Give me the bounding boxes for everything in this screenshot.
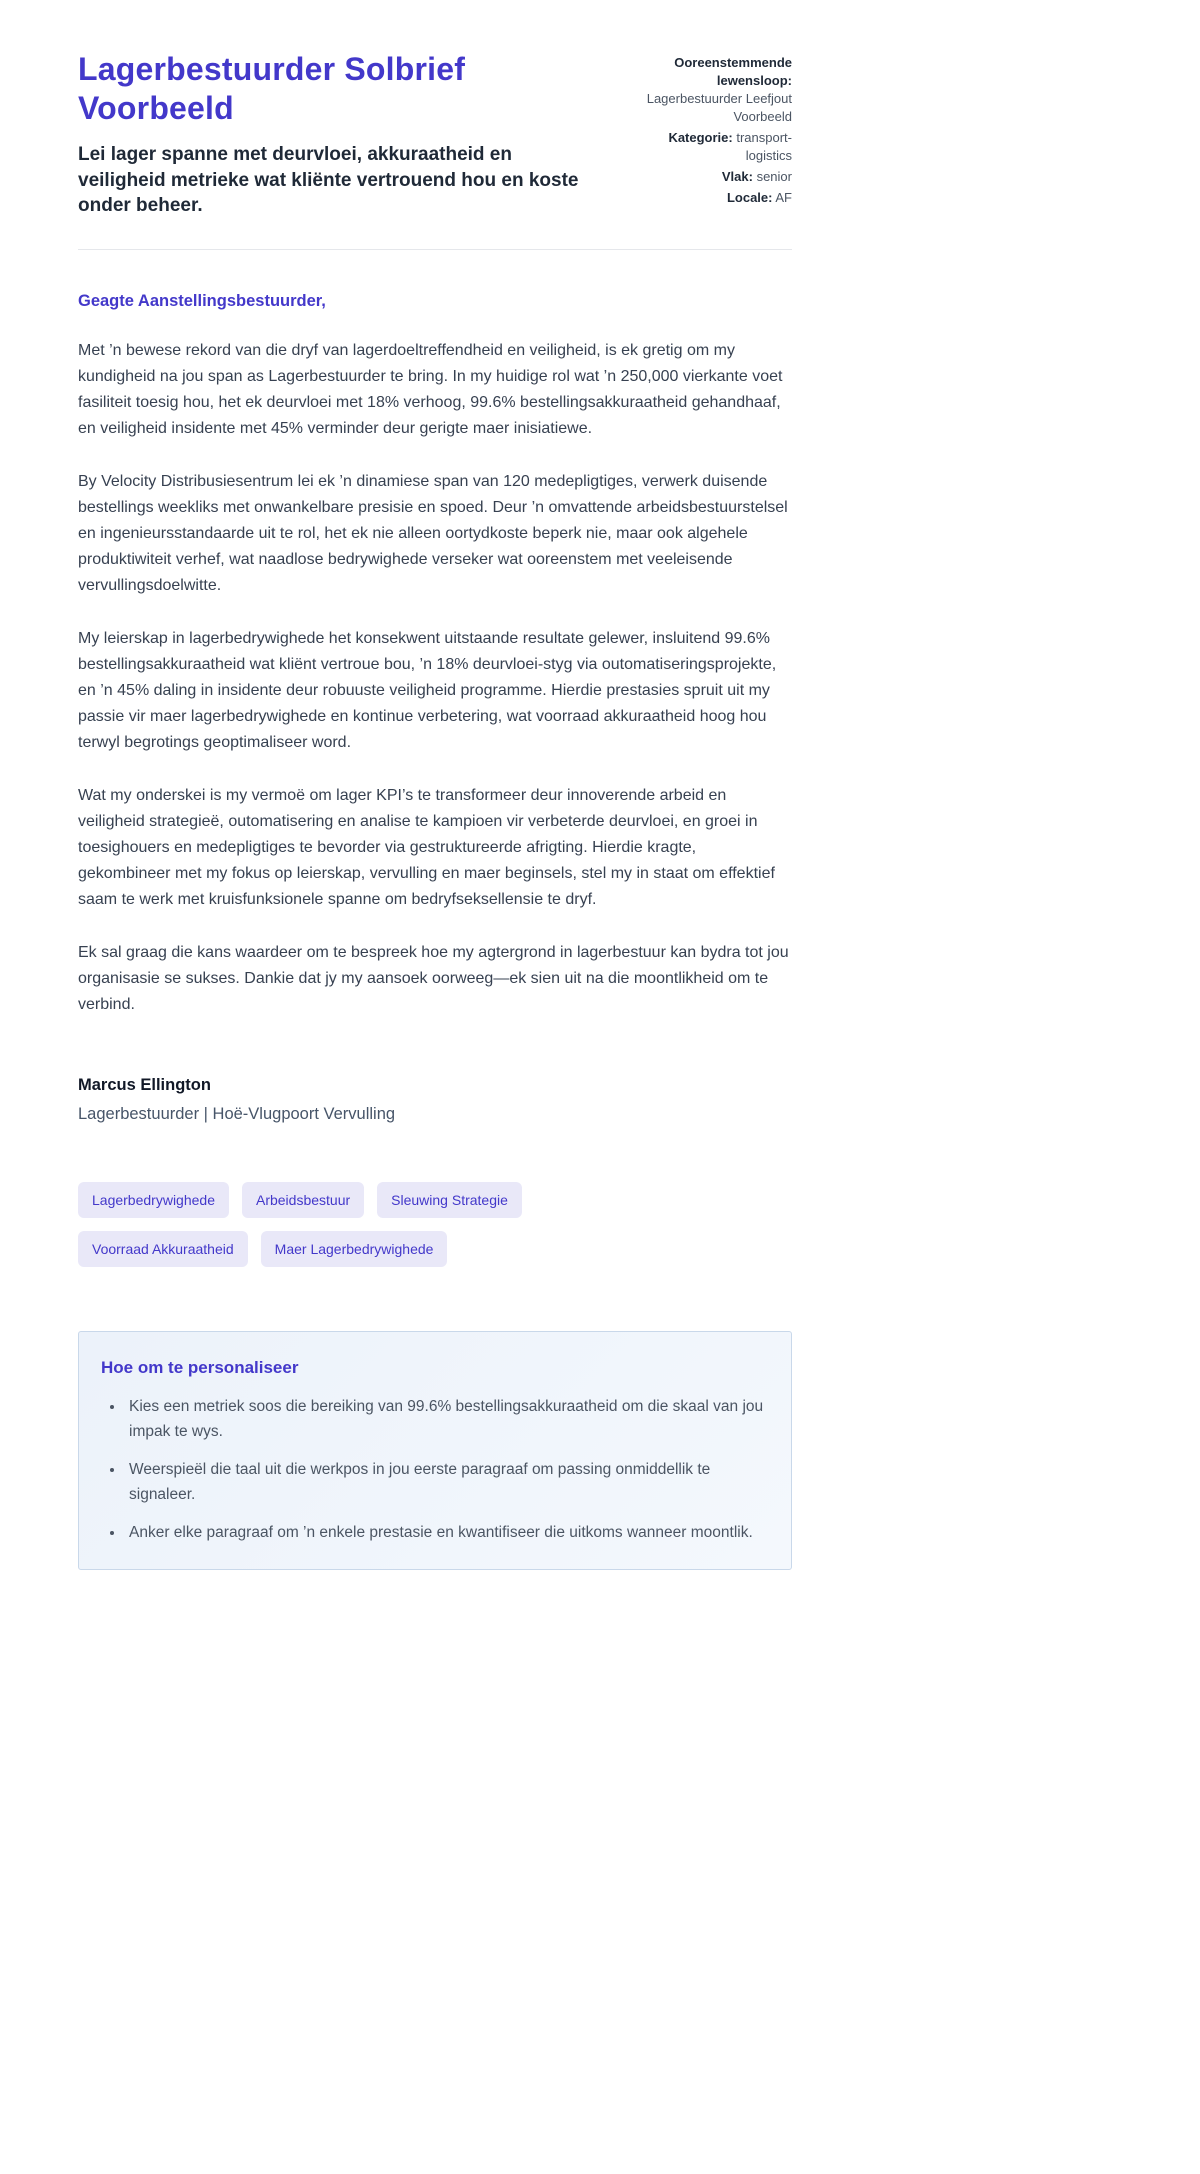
letter-body [78,292,792,1018]
personalization-tips-box [78,1331,792,1570]
tag-list [78,1182,698,1267]
letter-paragraph: Wat my onderskei is my vermoë om lager KPI’s te transformeer deur innoverende arbeid en veiligheid strategieë, outomatisering en analise te kampioen vir verbeterde deurvloei, en groei in toesighouers en medepligtiges te bevorder via gestruktureerde afrigting. Hierdie kragte, gekombineer met my fokus op leierskap, vervulling en maer beginsels, stel my in staat om effektief saam te werk met kruisfunksionele spanne om bedryfseksellensie te dryf. [78,786,775,908]
letter-greeting: Geagte Aanstellingsbestuurder, [78,291,326,310]
tips-box-title: Hoe om te personaliseer [101,1357,299,1377]
meta-label: Ooreenstemmende lewensloop: [674,55,792,88]
meta-label: Locale: [726,189,773,205]
page-subtitle: Lei lager spanne met deurvloei, akkuraatheid en veiligheid metrieke wat kliënte vertrouend hou en koste onder beheer. [78,144,579,217]
meta-row-level [626,168,792,186]
tip-item: • Kies een metriek soos die bereiking van 99.6% bestellingsakkuraatheid om die skaal van jou impak te wys. [125,1394,767,1444]
page-header [78,50,792,219]
letter-paragraph: Met ’n bewese rekord van die dryf van lagerdoeltreffendheid en veiligheid, is ek gretig om my kundigheid na jou span as Lagerbestuurder te bring. In my huidige rol wat ’n 250,000 vierkante voet fasiliteit toesig hou, het ek deurvloei met 18% verhoog, 99.6% bestellingsakkuraatheid gehandhaaf, en veiligheid insidente met 45% verminder deur gerigte maer inisiatiewe. [78,341,783,437]
letter-paragraph: My leierskap in lagerbedrywighede het konsekwent uitstaande resultate gelewer, insluitend 99.6% bestellingsakkuraatheid wat kliënt vertroue bou, ’n 18% deurvloei-styg via outomatiseringsprojekte, en ’n 45% daling in insidente deur robuuste veiligheid programme. Hierdie prestasies spruit uit my passie vir maer lagerbedrywighede en kontinue verbetering, wat voorraad akkuraatheid hoog hou terwyl begrotings geoptimaliseer word. [78,629,777,751]
meta-label: Kategorie: [668,129,733,145]
meta-value: AF [775,189,792,205]
meta-row-matching-resume [626,54,792,126]
cover-letter-page [78,0,792,1650]
document-meta [626,50,792,210]
header-divider [78,249,792,250]
meta-row-locale [626,189,792,207]
tag-chip[interactable]: Maer Lagerbedrywighede [261,1231,448,1267]
tip-item: • Anker elke paragraaf om ’n enkele prestasie en kwantifiseer die uitkoms wanneer moontlik. [125,1520,767,1545]
tag-chip[interactable]: Sleuwing Strategie [377,1182,522,1218]
page-title: Lagerbestuurder Solbrief Voorbeeld [78,51,466,127]
letter-paragraph: Ek sal graag die kans waardeer om te bespreek hoe my agtergrond in lagerbestuur kan bydra tot jou organisasie se sukses. Dankie dat jy my aansoek oorweeg—ek sien uit na die moontlikheid om te verbind. [78,943,789,1013]
tag-chip[interactable]: Arbeidsbestuur [242,1182,364,1218]
meta-value: transport-logistics [736,129,792,163]
header-title-block [78,50,598,219]
tip-item: • Weerspieël die taal uit die werkpos in jou eerste paragraaf om passing onmiddellik te signaleer. [125,1457,767,1507]
letter-paragraph: By Velocity Distribusiesentrum lei ek ’n dinamiese span van 120 medepligtiges, verwerk duisende bestellings weekliks met onwankelbare presisie en spoed. Deur ’n omvattende arbeidsbestuurstelsel en ingenieursstandaarde uit te rol, het ek nie alleen oortydkoste beperk nie, maar ook algehele produktiwiteit verhef, wat naadlose bedrywighede verseker wat ooreenstem met veeleisende vervullingsdoelwitte. [78,472,788,594]
meta-row-category [626,129,792,165]
meta-value: senior [756,168,792,184]
tag-chip[interactable]: Voorraad Akkuraatheid [78,1231,248,1267]
signature-name: Marcus Ellington [78,1075,211,1094]
tips-list [101,1394,767,1545]
letter-signature [78,1076,792,1124]
tag-chip[interactable]: Lagerbedrywighede [78,1182,229,1218]
signature-role: Lagerbestuurder | Hoë-Vlugpoort Vervulling [78,1104,396,1123]
meta-value: Lagerbestuurder Leefjout Voorbeeld [646,90,792,124]
meta-label: Vlak: [721,168,753,184]
